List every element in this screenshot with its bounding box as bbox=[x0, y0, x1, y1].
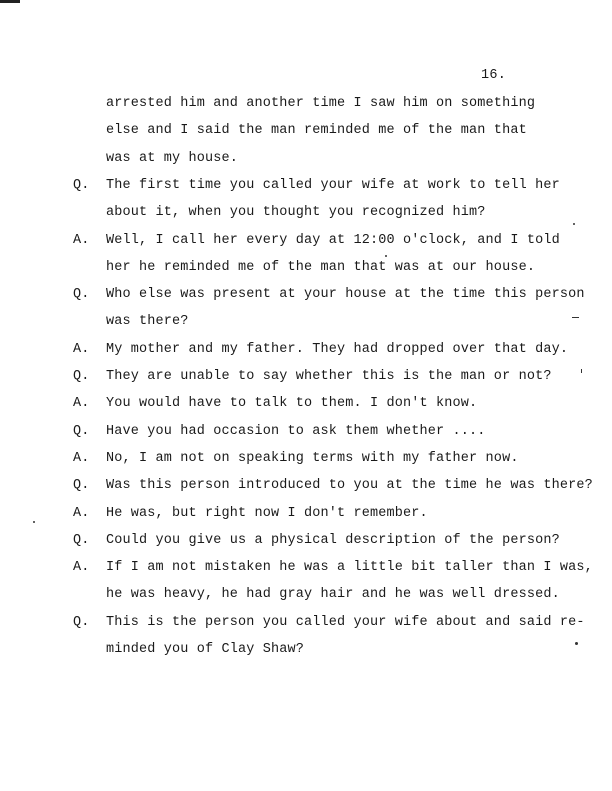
line-text: was there? bbox=[106, 314, 189, 330]
speaker-label: A. bbox=[73, 560, 90, 576]
line-text: about it, when you thought you recognized him? bbox=[106, 205, 486, 221]
line-text: Who else was present at your house at the time this person bbox=[106, 287, 585, 303]
speaker-label: Q. bbox=[73, 532, 90, 548]
scan-speck bbox=[572, 317, 579, 318]
scan-speck bbox=[573, 223, 575, 225]
scan-speck bbox=[581, 369, 582, 373]
line-text: You would have to talk to them. I don't know. bbox=[106, 396, 478, 412]
line-text: was at my house. bbox=[106, 150, 239, 166]
speaker-label: Q. bbox=[73, 614, 90, 630]
line-text: Could you give us a physical description of the person? bbox=[106, 532, 560, 548]
speaker-label: Q. bbox=[73, 369, 90, 384]
page-number: 16. bbox=[481, 68, 507, 83]
scan-speck bbox=[33, 521, 35, 523]
line-text: arrested him and another time I saw him on something bbox=[106, 96, 536, 111]
speaker-label: A. bbox=[73, 505, 90, 521]
speaker-label: A. bbox=[73, 450, 90, 466]
speaker-label: Q. bbox=[73, 287, 90, 303]
line-text: They are unable to say whether this is the man or not? bbox=[106, 369, 552, 384]
speaker-label: A. bbox=[73, 341, 90, 357]
speaker-label: Q. bbox=[73, 177, 90, 193]
line-text: He was, but right now I don't remember. bbox=[106, 505, 428, 521]
line-text: Was this person introduced to you at the time he was there? bbox=[106, 478, 593, 494]
scan-speck bbox=[575, 642, 578, 645]
scan-corner-mark bbox=[0, 0, 20, 3]
speaker-label: A. bbox=[73, 396, 90, 412]
line-text: minded you of Clay Shaw? bbox=[106, 642, 305, 657]
line-text: Well, I call her every day at 12:00 o'clock, and I told bbox=[106, 232, 560, 248]
line-text: This is the person you called your wife about and said re- bbox=[106, 614, 585, 630]
line-text: Have you had occasion to ask them whether .... bbox=[106, 423, 486, 439]
speaker-label: A. bbox=[73, 232, 90, 248]
line-text: If I am not mistaken he was a little bit taller than I was, bbox=[106, 560, 593, 576]
line-text: else and I said the man reminded me of the man that bbox=[106, 123, 527, 139]
line-text: No, I am not on speaking terms with my father now. bbox=[106, 450, 519, 466]
speaker-label: Q. bbox=[73, 478, 90, 494]
speaker-label: Q. bbox=[73, 423, 90, 439]
scan-speck bbox=[385, 255, 387, 257]
line-text: her he reminded me of the man that was at our house. bbox=[106, 259, 536, 275]
line-text: he was heavy, he had gray hair and he was well dressed. bbox=[106, 587, 560, 603]
line-text: My mother and my father. They had dropped over that day. bbox=[106, 341, 569, 357]
line-text: The first time you called your wife at work to tell her bbox=[106, 177, 560, 193]
